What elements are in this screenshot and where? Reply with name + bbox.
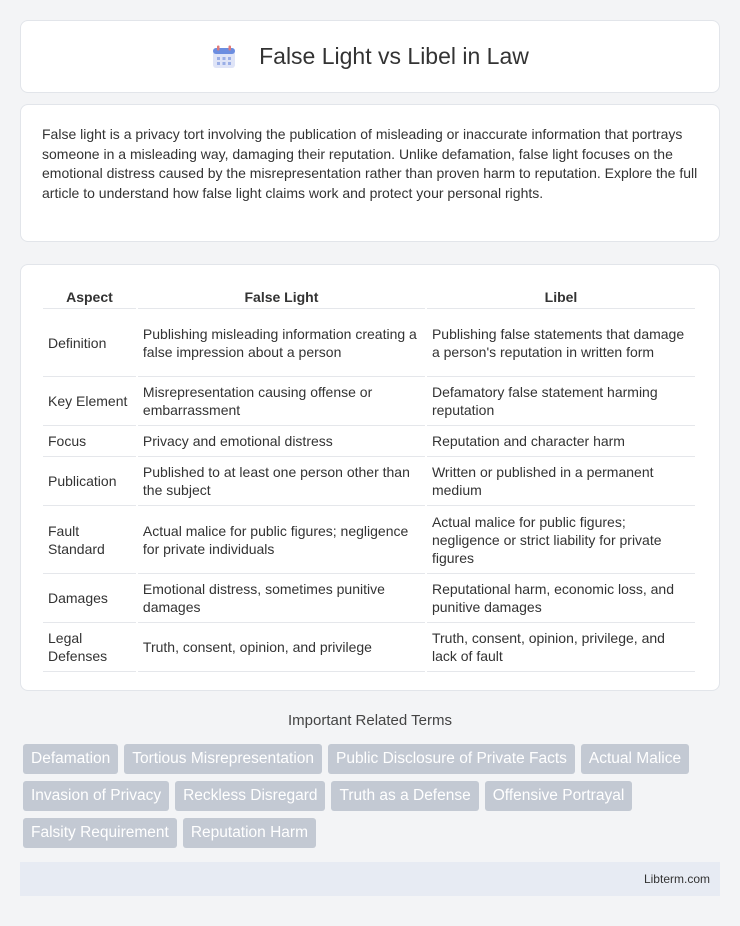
tag-reckless-disregard[interactable]: Reckless Disregard [175, 781, 325, 811]
tag-falsity-requirement[interactable]: Falsity Requirement [23, 818, 177, 848]
footer-site-link[interactable]: Libterm.com [643, 872, 710, 886]
cell-aspect: Key Element [43, 377, 136, 426]
cell-aspect: Legal Defenses [43, 623, 136, 672]
page-title: False Light vs Libel in Law [259, 43, 529, 69]
tag-offensive-portrayal[interactable]: Offensive Portrayal [485, 781, 633, 811]
table-row [43, 623, 695, 672]
cell-false-light: Publishing misleading information creating a false impression about a person [138, 309, 425, 377]
cell-aspect: Fault Standard [43, 506, 136, 574]
cell-aspect: Focus [43, 426, 136, 457]
table-row [43, 457, 695, 506]
footer [20, 862, 720, 896]
cell-false-light: Truth, consent, opinion, and privilege [138, 623, 425, 672]
cell-libel: Reputation and character harm [427, 426, 695, 457]
cell-aspect: Damages [43, 574, 136, 623]
calendar-icon [211, 44, 237, 70]
tag-truth-as-defense[interactable]: Truth as a Defense [331, 781, 478, 811]
table-row [43, 377, 695, 426]
table-row [43, 309, 695, 377]
cell-libel: Publishing false statements that damage a person's reputation in written form [427, 309, 695, 377]
tag-reputation-harm[interactable]: Reputation Harm [183, 818, 316, 848]
tag-invasion-of-privacy[interactable]: Invasion of Privacy [23, 781, 169, 811]
cell-false-light: Privacy and emotional distress [138, 426, 425, 457]
tag-tortious-misrepresentation[interactable]: Tortious Misrepresentation [124, 744, 322, 774]
header-libel: Libel [427, 285, 695, 309]
related-terms-title: Important Related Terms [288, 712, 452, 729]
cell-false-light: Misrepresentation causing offense or embarrassment [138, 377, 425, 426]
cell-libel: Reputational harm, economic loss, and punitive damages [427, 574, 695, 623]
table-header-row [43, 285, 695, 309]
cell-libel: Actual malice for public figures; negligence or strict liability for private figures [427, 506, 695, 574]
header-false-light: False Light [138, 285, 425, 309]
table-row [43, 506, 695, 574]
intro-card [20, 104, 720, 242]
tag-public-disclosure[interactable]: Public Disclosure of Private Facts [328, 744, 575, 774]
related-terms-tags [23, 744, 723, 855]
table-row [43, 574, 695, 623]
tag-defamation[interactable]: Defamation [23, 744, 118, 774]
cell-false-light: Emotional distress, sometimes punitive damages [138, 574, 425, 623]
cell-libel: Defamatory false statement harming reputation [427, 377, 695, 426]
cell-aspect: Publication [43, 457, 136, 506]
tag-actual-malice[interactable]: Actual Malice [581, 744, 689, 774]
cell-libel: Written or published in a permanent medium [427, 457, 695, 506]
cell-false-light: Actual malice for public figures; negligence for private individuals [138, 506, 425, 574]
comparison-table [41, 285, 697, 672]
comparison-table-card [20, 264, 720, 691]
intro-text: False light is a privacy tort involving the publication of misleading or inaccurate information that portrays someone in a misleading way, damaging their reputation. Unlike defamation, false light focuses on the emotional distress caused by the misrepresentation rather than proven harm to reputation. Explore the full article to understand how false light claims work and protect your personal rights. [42, 126, 698, 201]
table-row [43, 426, 695, 457]
cell-aspect: Definition [43, 309, 136, 377]
header-card [20, 20, 720, 93]
cell-libel: Truth, consent, opinion, privilege, and lack of fault [427, 623, 695, 672]
header-aspect: Aspect [43, 285, 136, 309]
cell-false-light: Published to at least one person other than the subject [138, 457, 425, 506]
